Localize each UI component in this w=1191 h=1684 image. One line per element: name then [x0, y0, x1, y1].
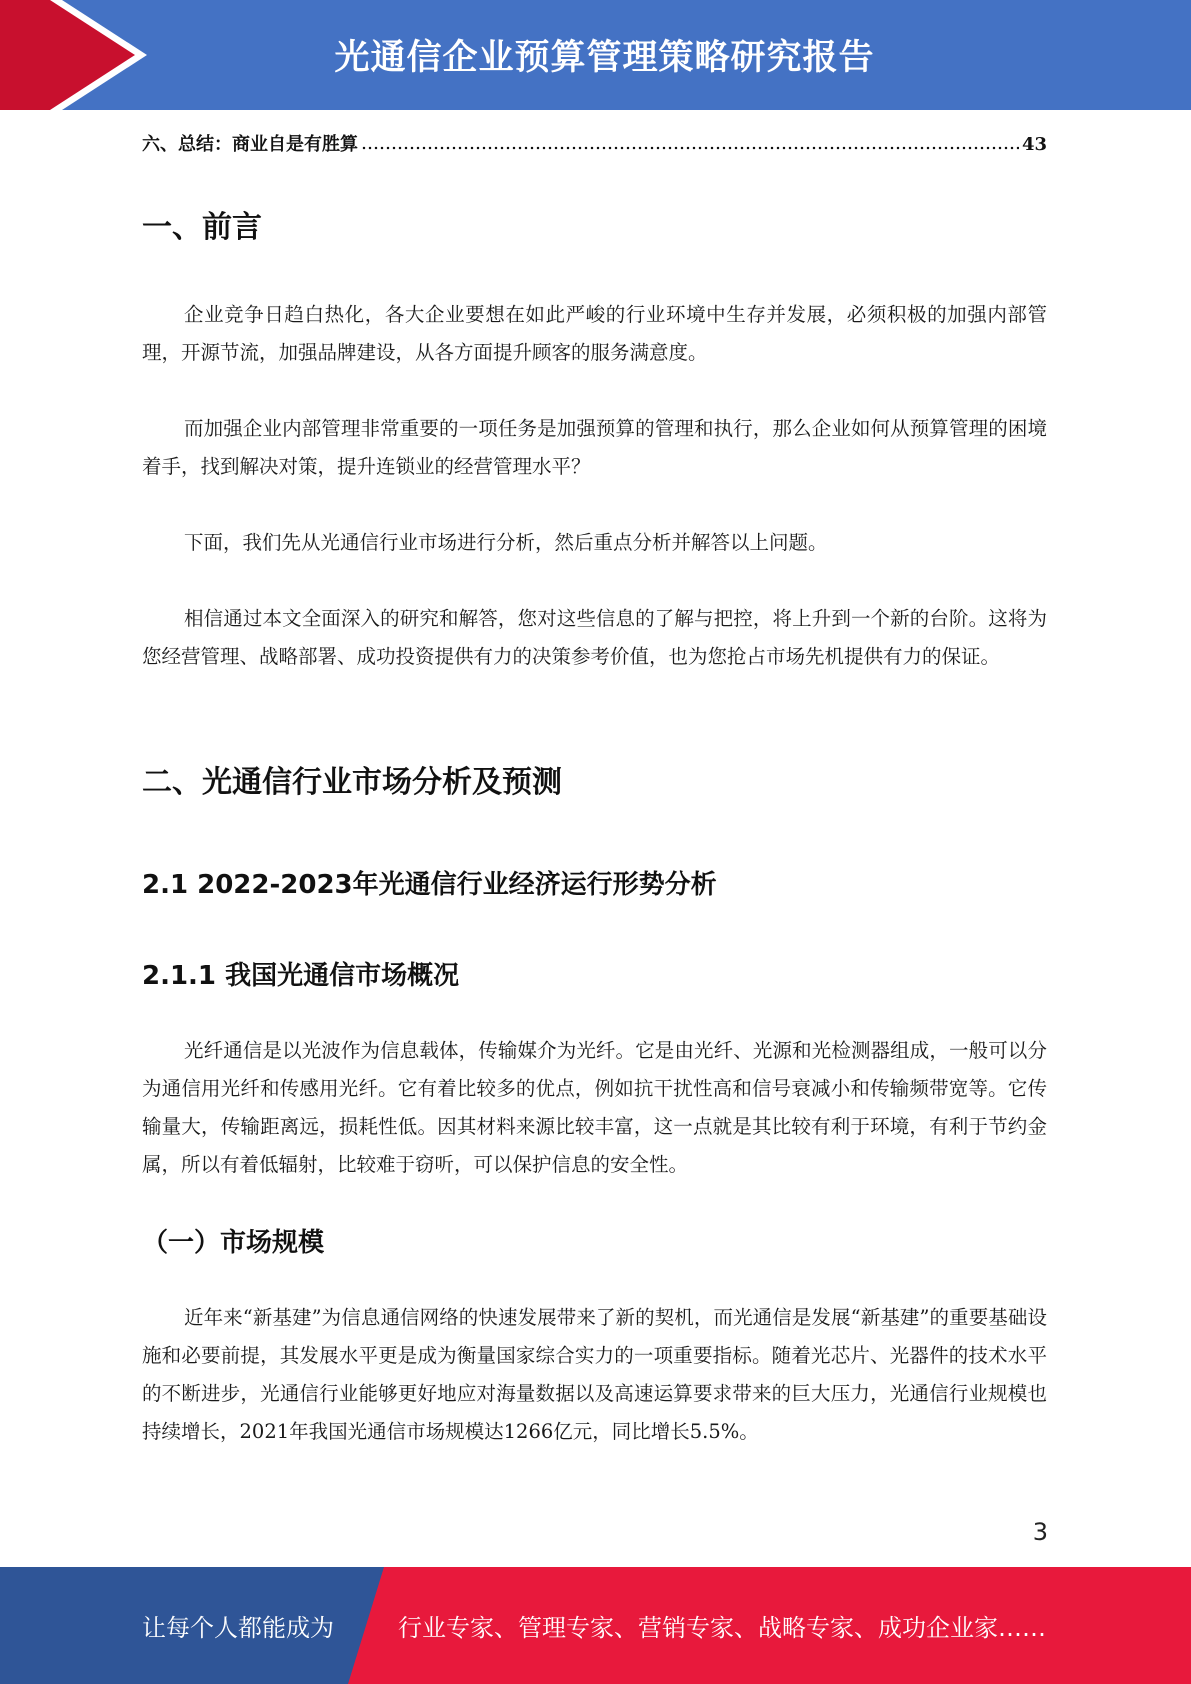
section-heading-preface: 一、前言	[142, 210, 262, 245]
report-title: 光通信企业预算管理策略研究报告	[334, 38, 875, 78]
page-number: 3	[1032, 1518, 1048, 1546]
subsection-heading-2-1: 2.1 2022-2023年光通信行业经济运行形势分析	[142, 870, 717, 900]
toc-entry-label: 六、总结：商业自是有胜算	[142, 134, 358, 155]
subsection-heading-market-size: （一）市场规模	[142, 1228, 325, 1258]
footer-slogan-left: 让每个人都能成为	[142, 1614, 334, 1642]
paragraph: 近年来“新基建”为信息通信网络的快速发展带来了新的契机，而光通信是发展“新基建”的重要基础设施和必要前提，其发展水平更是成为衡量国家综合实力的一项重要指标。随着光芯片、光器件的技术水平的不断进步，光通信行业能够更好地应对海量数据以及高速运算要求带来的巨大压力，光通信行业规模也持续增长，2021年我国光通信市场规模达1266亿元，同比增长5.5%。	[142, 1306, 1047, 1443]
section-heading-market-analysis: 二、光通信行业市场分析及预测	[142, 765, 562, 800]
paragraph: 光纤通信是以光波作为信息载体，传输媒介为光纤。它是由光纤、光源和光检测器组成，一般可以分为通信用光纤和传感用光纤。它有着比较多的优点，例如抗干扰性高和信号衰减小和传输频带宽等。它传输量大，传输距离远，损耗性低。因其材料来源比较丰富，这一点就是其比较有利于环境，有利于节约金属，所以有着低辐射，比较难于窃听，可以保护信息的安全性。	[142, 1039, 1047, 1176]
report-header	[0, 0, 1191, 110]
toc-dot-leader	[361, 132, 1019, 150]
subsection-heading-2-1-1: 2.1.1 我国光通信市场概况	[142, 961, 460, 991]
paragraph: 企业竞争日趋白热化，各大企业要想在如此严峻的行业环境中生存并发展，必须积极的加强内部管理，开源节流，加强品牌建设，从各方面提升顾客的服务满意度。	[142, 303, 1047, 364]
toc-entry[interactable]	[142, 130, 1047, 160]
paragraph: 相信通过本文全面深入的研究和解答，您对这些信息的了解与把控，将上升到一个新的台阶。这将为您经营管理、战略部署、成功投资提供有力的决策参考价值，也为您抢占市场先机提供有力的保证。	[142, 607, 1047, 668]
footer-slogan-right: 行业专家、管理专家、营销专家、战略专家、成功企业家……	[398, 1614, 1046, 1642]
paragraph: 而加强企业内部管理非常重要的一项任务是加强预算的管理和执行，那么企业如何从预算管理的困境着手，找到解决对策，提升连锁业的经营管理水平？	[142, 417, 1047, 478]
paragraph: 下面，我们先从光通信行业市场进行分析，然后重点分析并解答以上问题。	[184, 531, 828, 554]
toc-entry-page: 43	[1021, 134, 1047, 155]
report-footer	[0, 1567, 1191, 1684]
